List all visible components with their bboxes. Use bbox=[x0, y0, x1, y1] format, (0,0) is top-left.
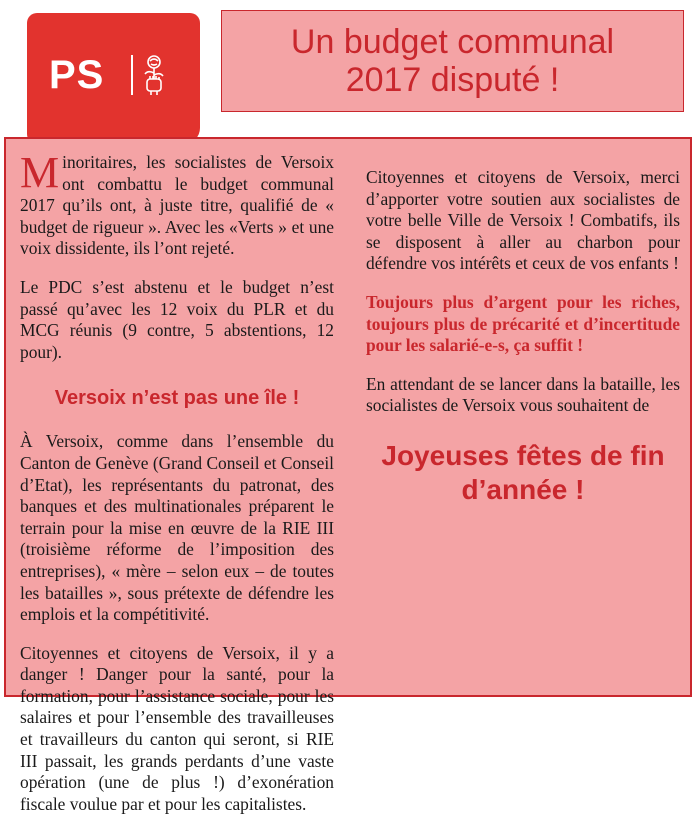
closing-line-1: Joyeuses fêtes de fin bbox=[381, 439, 665, 471]
drop-cap: M bbox=[20, 148, 60, 197]
emphasis-paragraph: Toujours plus d’argent pour les riches, toujours plus de précarité et d’incertitude pour les salarié-e-s, ça suffit ! bbox=[366, 291, 680, 356]
headline-line-1: Un budget communal bbox=[290, 23, 615, 61]
logo-text: PS bbox=[49, 53, 105, 97]
article-column-right bbox=[366, 150, 680, 507]
headline-box bbox=[221, 10, 684, 112]
rie-paragraph: À Versoix, comme dans l’ensemble du Canton de Genève (Grand Conseil et Conseil d’Etat), les représentants du patronat, des banques et des multinationales préparent le terrain pour la mise en œuvre de la RIE III (troisième réforme de l’imposition des entreprises), « mère – selon eux – de toutes les batailles », sous prétexte de défendre les emplois et la compétitivité. bbox=[20, 431, 334, 625]
support-paragraph: Citoyennes et citoyens de Versoix, merci d’apporter votre soutien aux socialistes de votre belle Ville de Versoix ! Combatifs, ils se disposent à aller au charbon pour défendre vos intérêts et ceux de vos enfants ! bbox=[366, 167, 680, 274]
headline-line-2: 2017 disputé ! bbox=[345, 61, 560, 99]
closing-line-2: d’année ! bbox=[461, 473, 585, 505]
rose-fist-icon bbox=[139, 53, 169, 97]
danger-paragraph: Citoyennes et citoyens de Versoix, il y a danger ! Danger pour la santé, pour la formation, pour l’assistance sociale, pour les salaires et pour l’ensemble des travailleuses et travailleurs du canton qui seront, si RIE III passait, les grands perdants d’une vaste opération (une de plus !) d’exonération fiscale voulue par et pour les capitalistes. bbox=[20, 642, 334, 814]
vote-paragraph: Le PDC s’est abstenu et le budget n’est passé qu’avec les 12 voix du PLR et du MCG réunis (9 contre, 5 abstentions, 12 pour). bbox=[20, 276, 334, 362]
wishes-paragraph: En attendant de se lancer dans la bataille, les socialistes de Versoix vous souhaitent de bbox=[366, 373, 680, 416]
closing-greeting bbox=[366, 439, 680, 507]
intro-text: inoritaires, les socialistes de Versoix ont combattu le budget communal 2017 qu’ils ont, à juste titre, qualifié de « budget de rigueur ». Avec les «Verts » et une voix dissidente, ils l’ont rejeté. bbox=[20, 152, 334, 259]
ps-logo bbox=[27, 13, 200, 144]
article-column-right-wrapper bbox=[4, 137, 692, 697]
logo-divider bbox=[131, 55, 133, 95]
section-subheading: Versoix n’est pas une île ! bbox=[54, 387, 300, 410]
